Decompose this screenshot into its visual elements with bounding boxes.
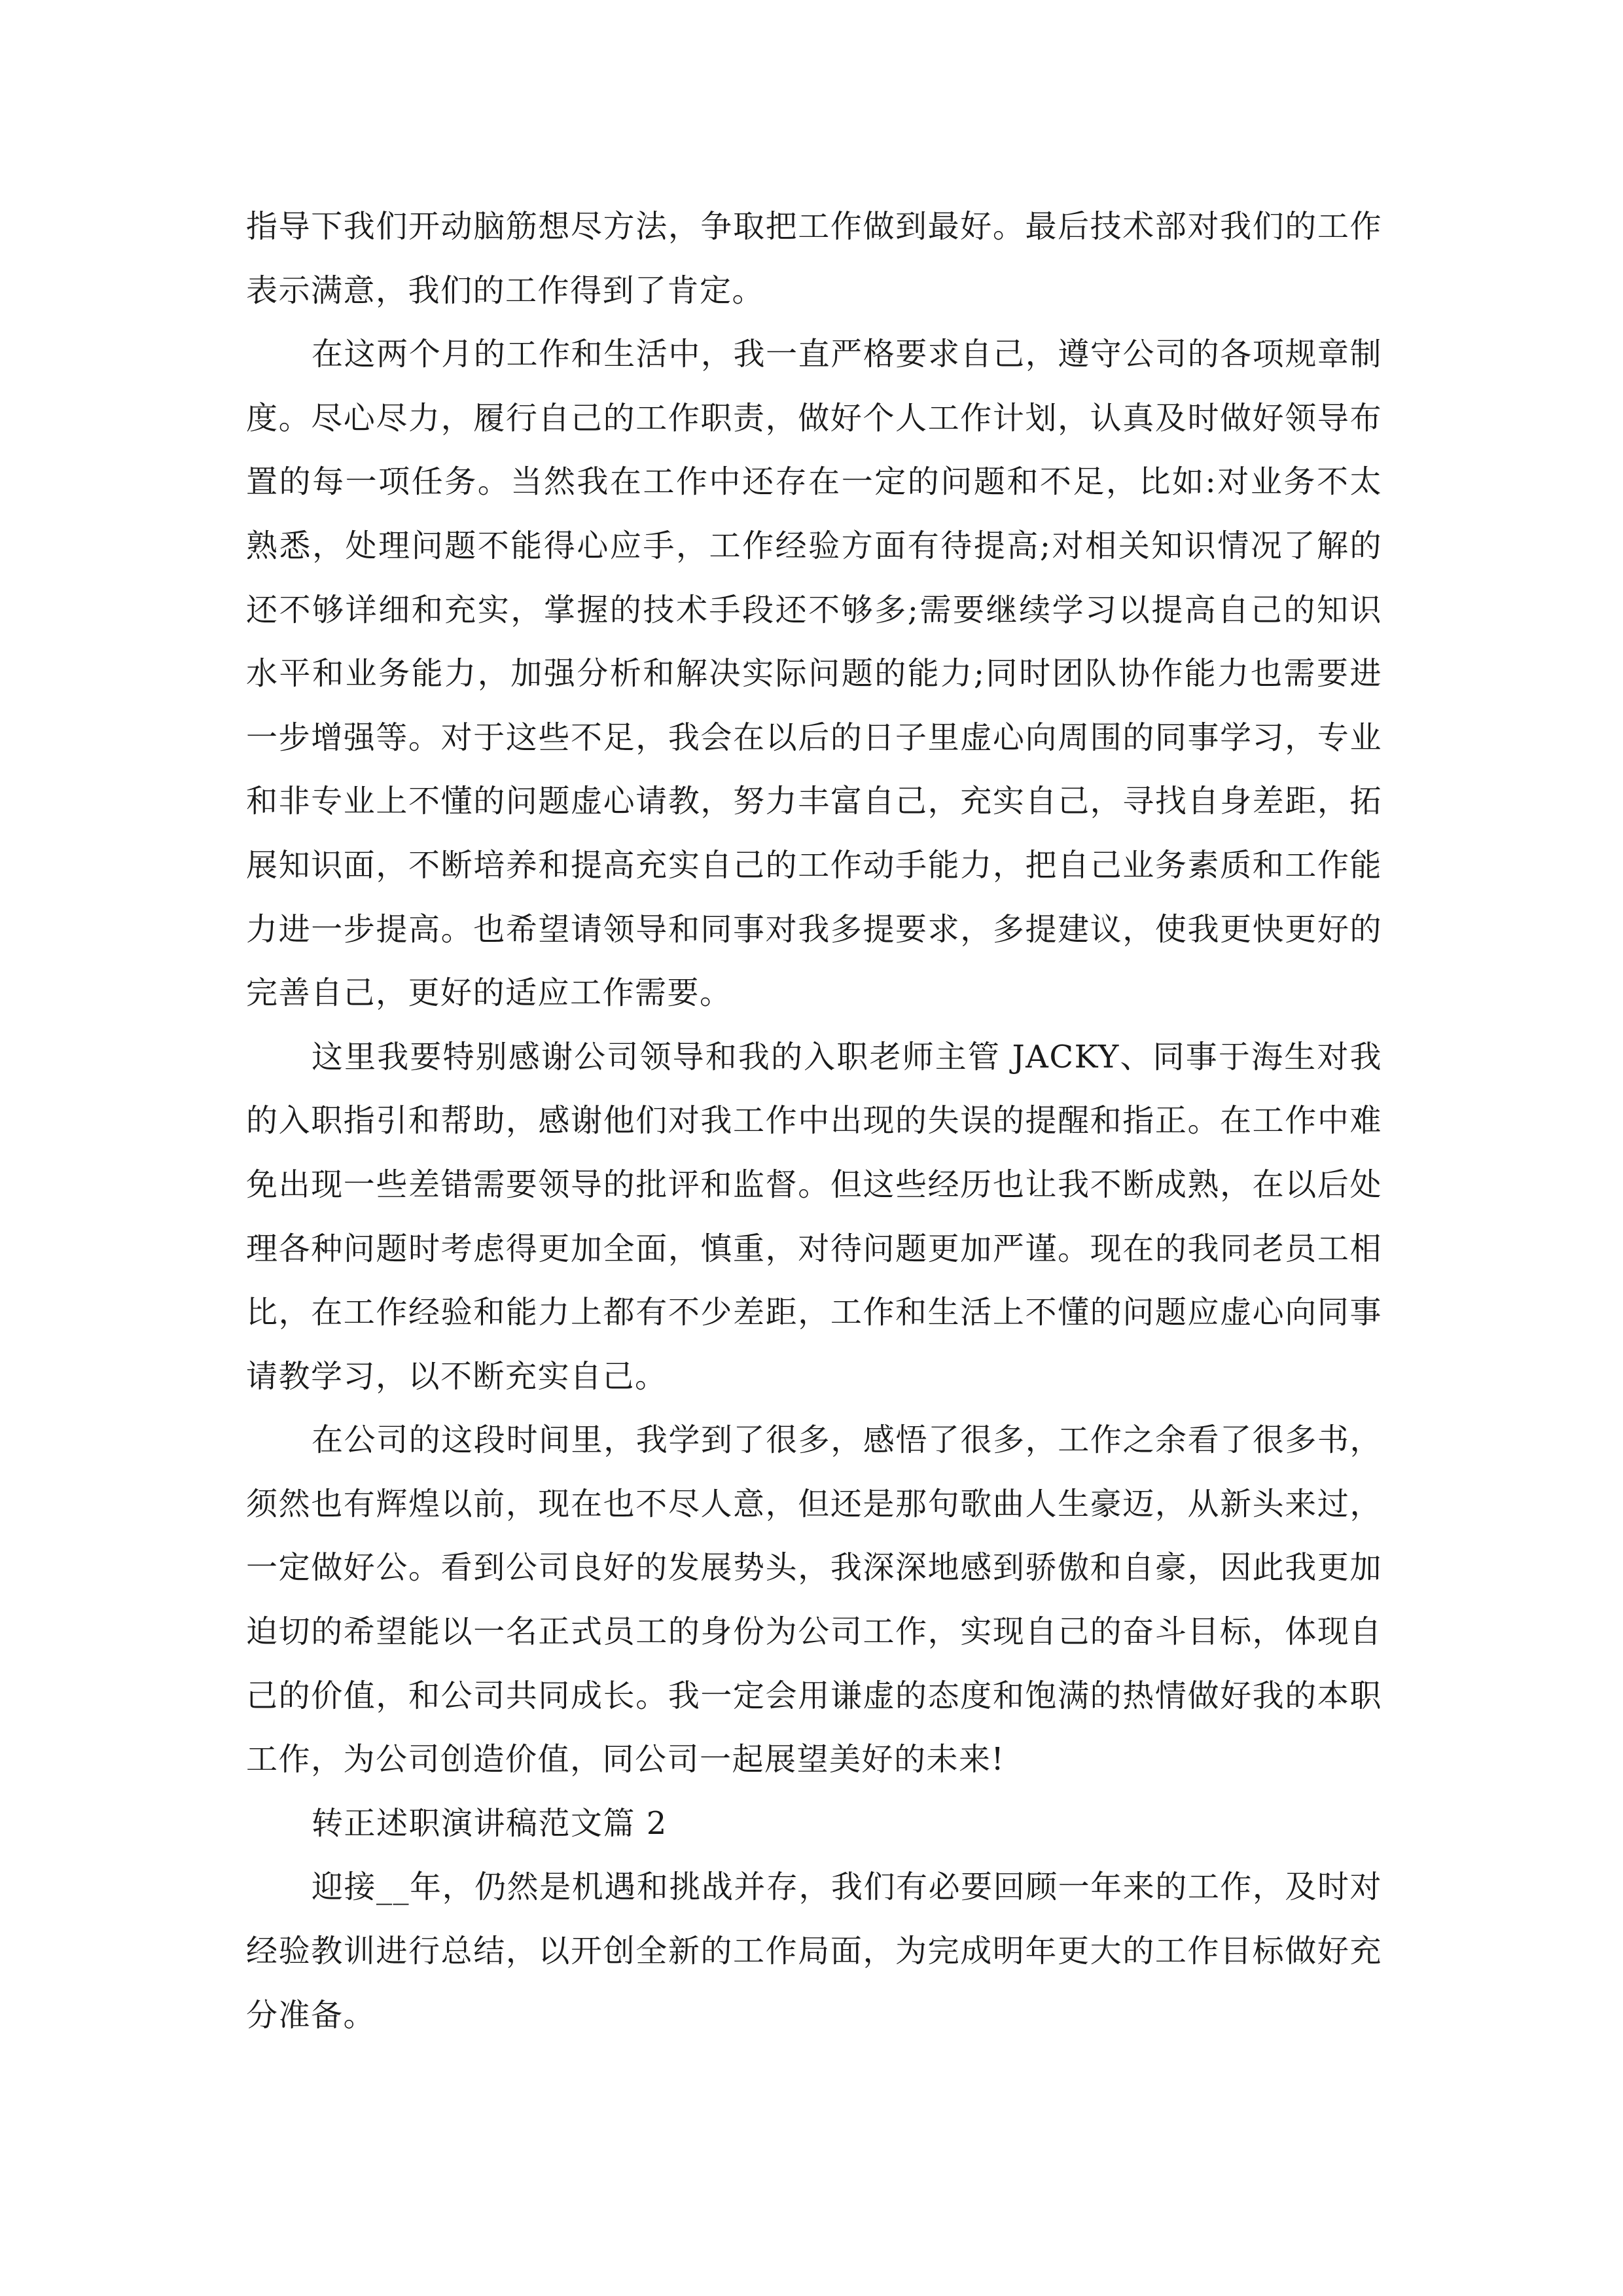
paragraph-acknowledgements: 这里我要特别感谢公司领导和我的入职老师主管 JACKY、同事于海生对我的入职指引和帮助，感谢他们对我工作中出现的失误的提醒和指正。在工作中难免出现一些差错需要领导的批评和监督。但这些经历也让我不断成熟，在以后处理各种问题时考虑得更加全面，慎重，对待问题更加严谨。现在的我同老员工相比，在工作经验和能力上都有不少差距，工作和生活上不懂的问题应虚心向同事请教学习，以不断充实自己。: [246, 1038, 1382, 1395]
document-body: [246, 195, 1382, 2047]
paragraph-continued: 指导下我们开动脑筋想尽方法，争取把工作做到最好。最后技术部对我们的工作表示满意，我们的工作得到了肯定。: [246, 208, 1382, 309]
paragraph-closing: 迎接__年，仍然是机遇和挑战并存，我们有必要回顾一年来的工作，及时对经验教训进行总结，以开创全新的工作局面，为完成明年更大的工作目标做好充分准备。: [246, 1869, 1382, 2034]
paragraph-self-assessment: 在这两个月的工作和生活中，我一直严格要求自己，遵守公司的各项规章制度。尽心尽力，履行自己的工作职责，做好个人工作计划，认真及时做好领导布置的每一项任务。当然我在工作中还存在一定的问题和不足，比如:对业务不太熟悉，处理问题不能得心应手，工作经验方面有待提高;对相关知识情况了解的还不够详细和充实，掌握的技术手段还不够多;需要继续学习以提高自己的知识水平和业务能力，加强分析和解决实际问题的能力;同时团队协作能力也需要进一步增强等。对于这些不足，我会在以后的日子里虚心向周围的同事学习，专业和非专业上不懂的问题虚心请教，努力丰富自己，充实自己，寻找自身差距，拓展知识面，不断培养和提高充实自己的工作动手能力，把自己业务素质和工作能力进一步提高。也希望请领导和同事对我多提要求，多提建议，使我更快更好的完善自己，更好的适应工作需要。: [246, 336, 1382, 1012]
paragraph-outlook: 在公司的这段时间里，我学到了很多，感悟了很多，工作之余看了很多书，须然也有辉煌以前，现在也不尽人意，但还是那句歌曲人生豪迈，从新头来过，一定做好公。看到公司良好的发展势头，我深深地感到骄傲和自豪，因此我更加迫切的希望能以一名正式员工的身份为公司工作，实现自己的奋斗目标，体现自己的价值，和公司共同成长。我一定会用谦虚的态度和饱满的热情做好我的本职工作，为公司创造价值，同公司一起展望美好的未来!: [246, 1422, 1382, 1778]
section-heading: 转正述职演讲稿范文篇 2: [312, 1804, 668, 1842]
